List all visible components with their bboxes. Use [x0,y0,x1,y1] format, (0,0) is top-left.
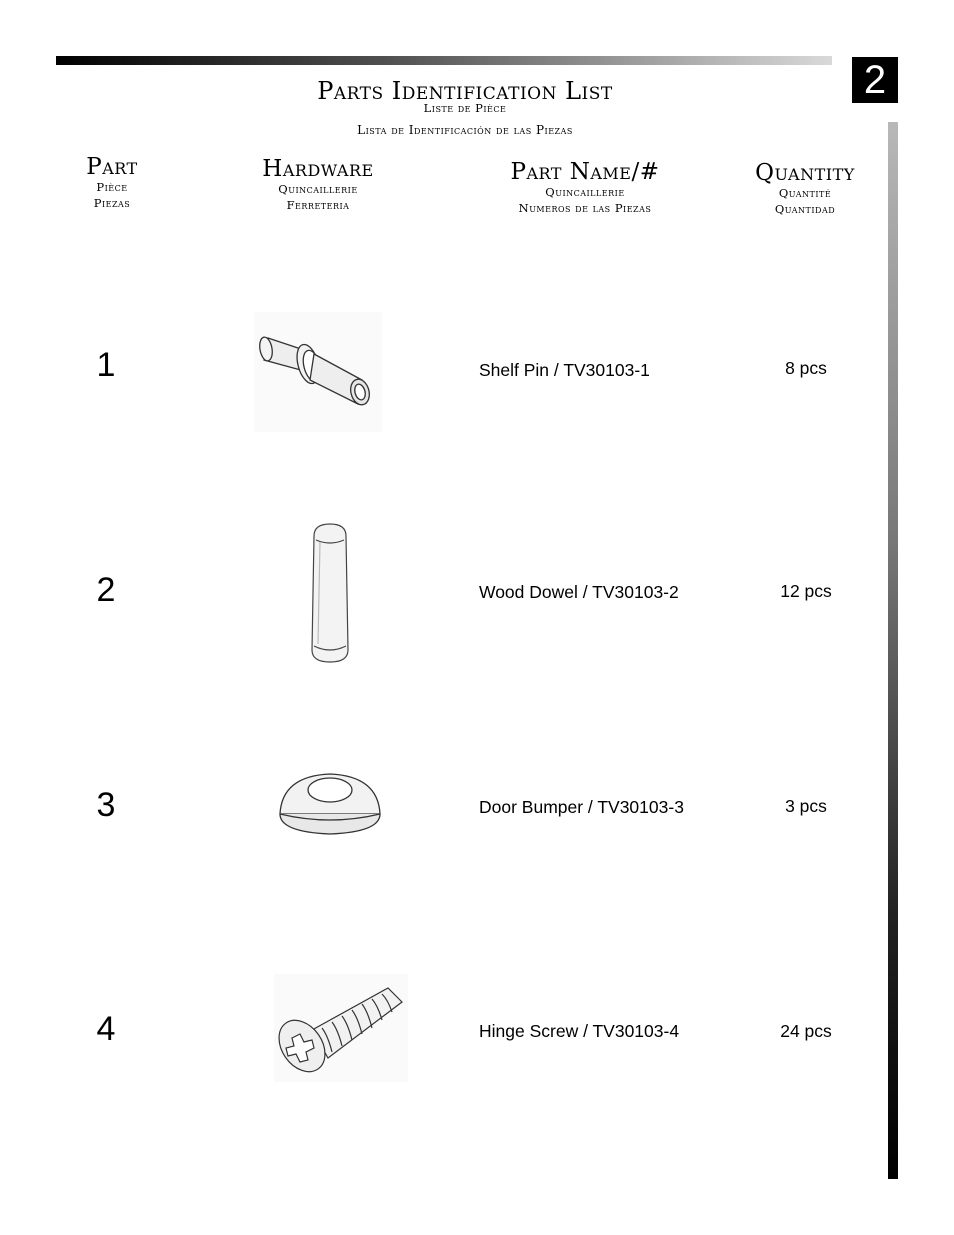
part-quantity-1: 8 pcs [785,358,827,378]
part-name-3: Door Bumper / TV30103-3 [479,797,684,817]
part-name-2: Wood Dowel / TV30103-2 [479,582,679,602]
column-header-hardware-spanish: Ferreteria [286,198,350,212]
column-header-part-spanish: Piezas [93,196,131,210]
part-quantity-3: 3 pcs [785,796,827,816]
column-header-hardware-label: Hardware [262,156,374,182]
part-name-4: Hinge Screw / TV30103-4 [479,1021,680,1041]
part-number-2: 2 [96,571,116,609]
part-quantity-2: 12 pcs [780,581,832,601]
column-header-part-name-label: Part Name/# [510,159,660,185]
page-title: Parts Identification List [317,77,613,105]
column-header-quantity-spanish: Quantidad [774,202,836,216]
column-header-hardware [212,157,424,213]
column-header-part-label: Part [86,154,138,180]
page-title-french: Liste de Pièce [423,101,507,115]
part-name-1: Shelf Pin / TV30103-1 [479,360,650,380]
column-header-part-name-spanish: Numeros de las Piezas [518,201,652,215]
door-bumper-icon [274,770,386,840]
column-header-quantity-label: Quantity [755,160,855,186]
header-gradient-bar [56,56,832,65]
page-title-spanish: Lista de Identificación de las Piezas [357,123,573,137]
wood-dowel-icon [304,522,356,666]
column-header-hardware-french: Quincaillerie [278,182,358,196]
shelf-pin-icon [250,310,386,434]
column-header-part-french: Pièce [96,180,128,194]
page-number: 2 [852,57,898,103]
hinge-screw-icon [270,972,410,1084]
part-number-1: 1 [96,346,116,384]
column-header-quantity [724,161,886,217]
column-header-quantity-french: Quantité [778,186,832,200]
part-number-4: 4 [96,1010,116,1048]
side-gradient-bar [888,122,898,1179]
column-header-part-name [468,160,702,216]
column-header-part [62,155,162,211]
column-header-part-name-french: Quincaillerie [545,185,625,199]
part-quantity-4: 24 pcs [780,1021,832,1041]
part-number-3: 3 [96,786,116,824]
